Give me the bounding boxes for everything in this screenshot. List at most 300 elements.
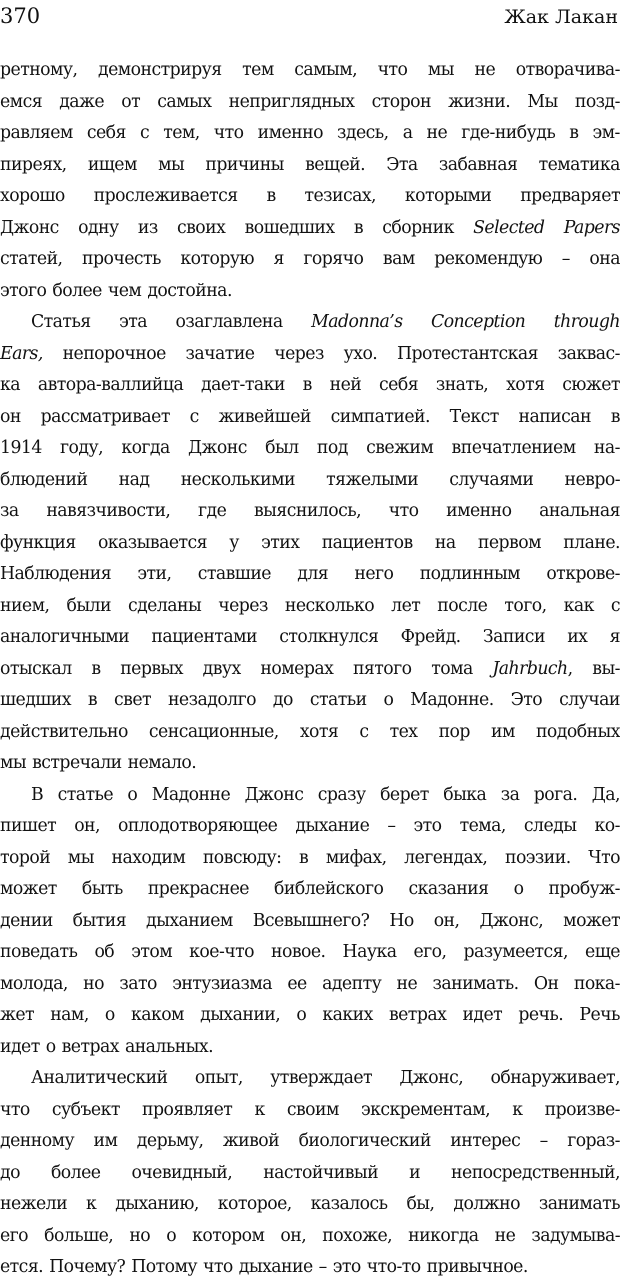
word: разумеется, xyxy=(463,942,568,962)
word: которое, xyxy=(217,1194,292,1214)
word: речь. xyxy=(518,1005,564,1025)
text-line xyxy=(0,969,620,1001)
word: от xyxy=(121,91,141,112)
word: пока- xyxy=(573,973,620,994)
word: эта xyxy=(119,312,148,332)
word: пишет xyxy=(0,816,57,836)
word: невро- xyxy=(564,469,620,490)
text-line xyxy=(0,1252,620,1284)
word: именно xyxy=(257,123,323,143)
text-line xyxy=(0,339,620,371)
word: тезисах, xyxy=(304,186,377,206)
word: это xyxy=(332,1257,361,1277)
word: об xyxy=(94,942,115,962)
word: сразу xyxy=(317,784,366,805)
word: самым, xyxy=(294,60,358,80)
word: на- xyxy=(593,438,620,458)
word: тома xyxy=(431,658,473,679)
paragraph xyxy=(0,307,620,780)
word: пациентов xyxy=(321,532,413,553)
word: дении xyxy=(0,910,53,931)
word: него xyxy=(354,564,394,584)
word: он, xyxy=(280,1225,307,1246)
word: кое-что xyxy=(189,942,254,962)
word: несколько xyxy=(284,595,375,616)
word: до xyxy=(272,690,293,710)
word: это xyxy=(413,816,442,836)
word: Джонс, xyxy=(399,1068,464,1088)
text-line xyxy=(0,685,620,717)
word: я xyxy=(273,249,284,269)
word: был xyxy=(265,438,299,458)
word: похоже, xyxy=(322,1225,393,1246)
word: неприглядных xyxy=(228,91,355,112)
text-line xyxy=(0,213,620,245)
word: Аналитический xyxy=(31,1068,168,1088)
word: каких xyxy=(322,1005,373,1025)
word: тем xyxy=(242,60,274,80)
word: горячо xyxy=(303,249,364,269)
word: еще xyxy=(585,942,620,962)
word: действительно xyxy=(0,721,128,742)
word: субъект xyxy=(51,1099,120,1120)
word: здесь, xyxy=(337,123,389,143)
word: отыскал xyxy=(0,658,72,679)
word: о xyxy=(104,1005,115,1025)
word: этих xyxy=(261,532,300,553)
word: дыханием xyxy=(146,910,233,931)
word: Речь xyxy=(579,1005,620,1025)
word: одну xyxy=(78,217,119,238)
word: каком xyxy=(130,1005,184,1025)
word: ется. xyxy=(0,1257,44,1277)
word: причины xyxy=(205,154,284,175)
word: Да, xyxy=(591,784,620,805)
word: хорошо xyxy=(0,186,65,206)
word: ищем xyxy=(87,154,137,175)
word: денному xyxy=(0,1131,75,1151)
word: поведать xyxy=(0,942,78,962)
word: легендах, xyxy=(404,847,488,868)
word: котором xyxy=(192,1225,265,1246)
word: написан xyxy=(518,406,591,427)
word: В xyxy=(31,784,44,805)
word: настойчивый xyxy=(263,1162,379,1183)
word: с xyxy=(359,721,369,742)
word: свежим xyxy=(366,438,434,458)
word: а xyxy=(402,123,413,143)
word: мы xyxy=(427,60,455,80)
word: им xyxy=(93,1131,118,1151)
text-line xyxy=(0,528,620,560)
text-line xyxy=(0,150,620,182)
word: себя xyxy=(86,123,126,143)
word: отворачива- xyxy=(515,60,620,80)
word: дыхании, xyxy=(200,1005,281,1025)
text-line xyxy=(0,496,620,528)
paragraph xyxy=(0,780,620,1064)
word: открове- xyxy=(546,564,620,584)
word: мы xyxy=(158,154,185,175)
word: нежели xyxy=(0,1194,68,1214)
word: зачатие xyxy=(185,343,255,364)
word: в xyxy=(302,375,312,395)
text-line xyxy=(0,780,620,812)
word: несколькими xyxy=(180,469,295,490)
text-line xyxy=(0,1126,620,1158)
word: сюжет xyxy=(562,375,620,395)
word: где-нибудь xyxy=(461,123,556,143)
word: того, xyxy=(504,595,547,616)
word: тем, xyxy=(163,123,200,143)
word: Jahrbuch, xyxy=(492,658,573,679)
word: более xyxy=(50,1162,101,1183)
text-line xyxy=(0,1000,620,1032)
word: дыхание xyxy=(295,816,370,836)
word: которыми xyxy=(404,186,492,206)
text-line xyxy=(0,559,620,591)
text-line xyxy=(0,1063,620,1095)
word: в xyxy=(569,123,579,143)
word: вошедших xyxy=(244,217,335,238)
word: самых xyxy=(157,91,212,112)
word: находим xyxy=(111,847,186,868)
word: знать, xyxy=(435,375,489,395)
word: опыт, xyxy=(194,1068,243,1088)
word: в xyxy=(610,406,620,427)
word: живейшей xyxy=(218,406,311,427)
word: тех xyxy=(389,721,418,742)
word: может xyxy=(563,910,620,931)
word: именно xyxy=(446,501,512,521)
word: может xyxy=(0,879,57,899)
word: с xyxy=(139,123,150,143)
word: оплодотворяющее xyxy=(118,816,278,836)
word: жизни. xyxy=(448,91,511,112)
word: никогда xyxy=(408,1225,479,1246)
word: столкнулся xyxy=(279,627,379,647)
word: над xyxy=(118,469,150,490)
word: его, xyxy=(413,942,447,962)
word: симпатией. xyxy=(330,406,430,427)
word: к xyxy=(512,1099,523,1120)
word: ветрах xyxy=(61,1036,119,1057)
word: берет xyxy=(380,784,429,805)
word: навязчивости, xyxy=(46,501,171,521)
word: что xyxy=(203,1257,233,1277)
word: through xyxy=(553,312,620,332)
text-line xyxy=(0,748,620,780)
word: анальная xyxy=(539,501,620,521)
word: интерес xyxy=(450,1131,521,1151)
word: анальных. xyxy=(124,1036,214,1057)
word: в xyxy=(87,690,98,710)
word: ка xyxy=(0,375,21,395)
word: тематика xyxy=(538,154,620,175)
word: проявляет xyxy=(141,1099,233,1120)
word: – xyxy=(387,816,396,836)
word: Papers xyxy=(563,217,620,238)
word: занимать xyxy=(538,1194,620,1214)
word: первом xyxy=(477,532,541,553)
text-line xyxy=(0,465,620,497)
text-line xyxy=(0,717,620,749)
word: идет xyxy=(0,1036,40,1057)
text-line xyxy=(0,1221,620,1253)
word: 1914 xyxy=(0,438,42,458)
word: после xyxy=(437,595,488,616)
word: прекраснее xyxy=(147,879,249,899)
word: пациентами xyxy=(151,627,257,647)
word: больше, xyxy=(44,1225,114,1246)
word: непосредственный, xyxy=(451,1162,620,1183)
word: что-то xyxy=(366,1257,421,1277)
text-line xyxy=(0,433,620,465)
word: молода, xyxy=(0,973,68,994)
word: немало. xyxy=(127,753,197,773)
word: демонстрируя xyxy=(98,60,222,80)
word: под xyxy=(316,438,348,458)
word: о xyxy=(513,879,524,899)
word: не xyxy=(396,973,418,994)
word: Но xyxy=(389,910,414,931)
text-line xyxy=(0,402,620,434)
word: чем xyxy=(107,280,142,301)
word: статей, xyxy=(0,249,63,269)
word: случаи xyxy=(559,690,620,710)
word: лет xyxy=(391,595,421,616)
text-line xyxy=(0,1158,620,1190)
word: живой xyxy=(222,1131,280,1151)
word: прочесть xyxy=(82,249,161,269)
word: случаями xyxy=(449,469,534,490)
page-number: 370 xyxy=(0,4,41,28)
word: – xyxy=(561,249,570,269)
text-line xyxy=(0,591,620,623)
text-line xyxy=(0,1095,620,1127)
word: Что xyxy=(588,847,620,868)
word: быка xyxy=(443,784,487,805)
text-line xyxy=(0,87,620,119)
running-head: Жак Лакан xyxy=(504,6,618,28)
word: вам xyxy=(382,249,415,269)
word: Фрейд. xyxy=(400,627,461,647)
word: оказывается xyxy=(97,532,207,553)
word: что xyxy=(388,501,419,521)
word: рекомендую xyxy=(434,249,543,269)
word: сделаны xyxy=(127,595,202,616)
word: эти, xyxy=(137,564,172,584)
word: встречали xyxy=(32,753,122,773)
word: этом xyxy=(131,942,173,962)
word: первых xyxy=(120,658,183,679)
word: Madonna’s xyxy=(311,312,403,332)
word: их xyxy=(567,627,588,647)
word: – xyxy=(318,1257,327,1277)
word: ставшие xyxy=(197,564,271,584)
word: непорочное xyxy=(62,343,166,364)
word: даже xyxy=(59,91,105,112)
text-line xyxy=(0,276,620,308)
word: Джонс, xyxy=(479,910,544,931)
text-line xyxy=(0,181,620,213)
word: для xyxy=(297,564,329,584)
text-line xyxy=(0,370,620,402)
body-text xyxy=(0,55,620,1284)
word: емся xyxy=(0,91,43,112)
word: забавная xyxy=(438,154,518,175)
word: – xyxy=(539,1131,548,1151)
word: жет xyxy=(0,1005,35,1025)
word: что xyxy=(0,1099,30,1120)
word: озаглавлена xyxy=(175,312,283,332)
word: что xyxy=(377,60,408,80)
word: в xyxy=(266,186,276,206)
word: статье xyxy=(57,784,114,805)
word: через xyxy=(218,595,268,616)
text-line xyxy=(0,55,620,87)
word: были xyxy=(66,595,111,616)
word: мы xyxy=(67,847,94,868)
word: сенсационные, xyxy=(148,721,279,742)
word: дыхание xyxy=(238,1257,313,1277)
word: дыханию, xyxy=(115,1194,199,1214)
word: но xyxy=(83,973,104,994)
word: мифах, xyxy=(325,847,387,868)
text-line xyxy=(0,654,620,686)
word: рога. xyxy=(533,784,578,805)
word: бы, xyxy=(406,1194,435,1214)
text-line xyxy=(0,906,620,938)
word: Текст xyxy=(449,406,499,427)
word: Selected xyxy=(473,217,545,238)
word: предваряет xyxy=(520,186,620,206)
word: но xyxy=(129,1225,151,1246)
word: адепту xyxy=(322,973,382,994)
word: выяснилось, xyxy=(254,501,362,521)
word: очевидный, xyxy=(131,1162,233,1183)
word: в xyxy=(299,847,309,868)
word: Это xyxy=(510,690,543,710)
word: казалось xyxy=(310,1194,388,1214)
word: ее xyxy=(287,973,307,994)
text-line xyxy=(0,118,620,150)
word: автора-валлийца xyxy=(37,375,184,395)
word: за xyxy=(0,501,19,521)
word: и xyxy=(409,1162,421,1183)
word: Почему? xyxy=(49,1257,126,1277)
word: Conception xyxy=(431,312,526,332)
paragraph xyxy=(0,1063,620,1284)
word: Мы xyxy=(527,91,558,112)
word: Протестантская xyxy=(397,343,538,364)
word: пробуж- xyxy=(548,879,620,899)
word: прослеживается xyxy=(93,186,238,206)
word: сказания xyxy=(408,879,489,899)
word: быть xyxy=(81,879,123,899)
word: Мадонне. xyxy=(410,690,494,710)
word: он xyxy=(0,406,21,427)
word: блюдений xyxy=(0,469,88,490)
word: обнаруживает, xyxy=(490,1068,620,1088)
text-line xyxy=(0,811,620,843)
word: пор xyxy=(438,721,470,742)
word: горaз- xyxy=(567,1131,620,1151)
word: новое. xyxy=(271,942,326,962)
word: должно xyxy=(453,1194,520,1214)
word: в xyxy=(353,217,364,238)
word: ухо. xyxy=(343,343,378,364)
word: аналогичными xyxy=(0,627,130,647)
text-line xyxy=(0,307,620,339)
word: он, xyxy=(74,816,100,836)
word: идет xyxy=(462,1005,503,1025)
word: произве- xyxy=(544,1099,620,1120)
word: повсюду: xyxy=(202,847,282,868)
word: статьи xyxy=(309,690,367,710)
word: как xyxy=(563,595,594,616)
word: о xyxy=(45,1036,56,1057)
word: вещей. xyxy=(305,154,366,175)
word: им xyxy=(491,721,515,742)
word: Джонс xyxy=(244,784,304,805)
word: плане. xyxy=(563,532,620,553)
word: которую xyxy=(180,249,255,269)
word: экскрементам, xyxy=(361,1099,491,1120)
word: дерьму, xyxy=(136,1131,204,1151)
word: своим xyxy=(286,1099,339,1120)
word: ретному, xyxy=(0,60,78,80)
word: она xyxy=(589,249,620,269)
word: задумыва- xyxy=(531,1225,620,1246)
word: с xyxy=(189,406,199,427)
word: заквас- xyxy=(557,343,620,364)
word: нам, xyxy=(50,1005,89,1025)
word: Записи xyxy=(482,627,545,647)
word: к xyxy=(86,1194,97,1214)
paragraph xyxy=(0,55,620,307)
word: Джонс xyxy=(0,217,59,238)
word: с xyxy=(610,595,620,616)
word: не xyxy=(426,123,448,143)
word: дает-таки xyxy=(201,375,285,395)
word: хотя xyxy=(299,721,339,742)
word: Наука xyxy=(342,942,397,962)
word: о xyxy=(296,1005,307,1025)
word: торой xyxy=(0,847,51,868)
word: Эта xyxy=(386,154,418,175)
word: в xyxy=(91,658,101,679)
word: ветрах xyxy=(388,1005,447,1025)
word: пиреях, xyxy=(0,154,67,175)
word: подлинным xyxy=(419,564,521,584)
word: пятого xyxy=(352,658,412,679)
word: тяжелыми xyxy=(326,469,419,490)
word: Потому xyxy=(131,1257,198,1277)
word: за xyxy=(500,784,520,805)
word: Ears, xyxy=(0,343,43,364)
text-line xyxy=(0,244,620,276)
word: что xyxy=(213,123,244,143)
word: его xyxy=(0,1225,29,1246)
word: о xyxy=(127,784,138,805)
word: Он xyxy=(533,973,559,994)
word: занимать. xyxy=(432,973,519,994)
word: из xyxy=(137,217,158,238)
word: через xyxy=(274,343,324,364)
word: себя xyxy=(379,375,419,395)
text-line xyxy=(0,622,620,654)
